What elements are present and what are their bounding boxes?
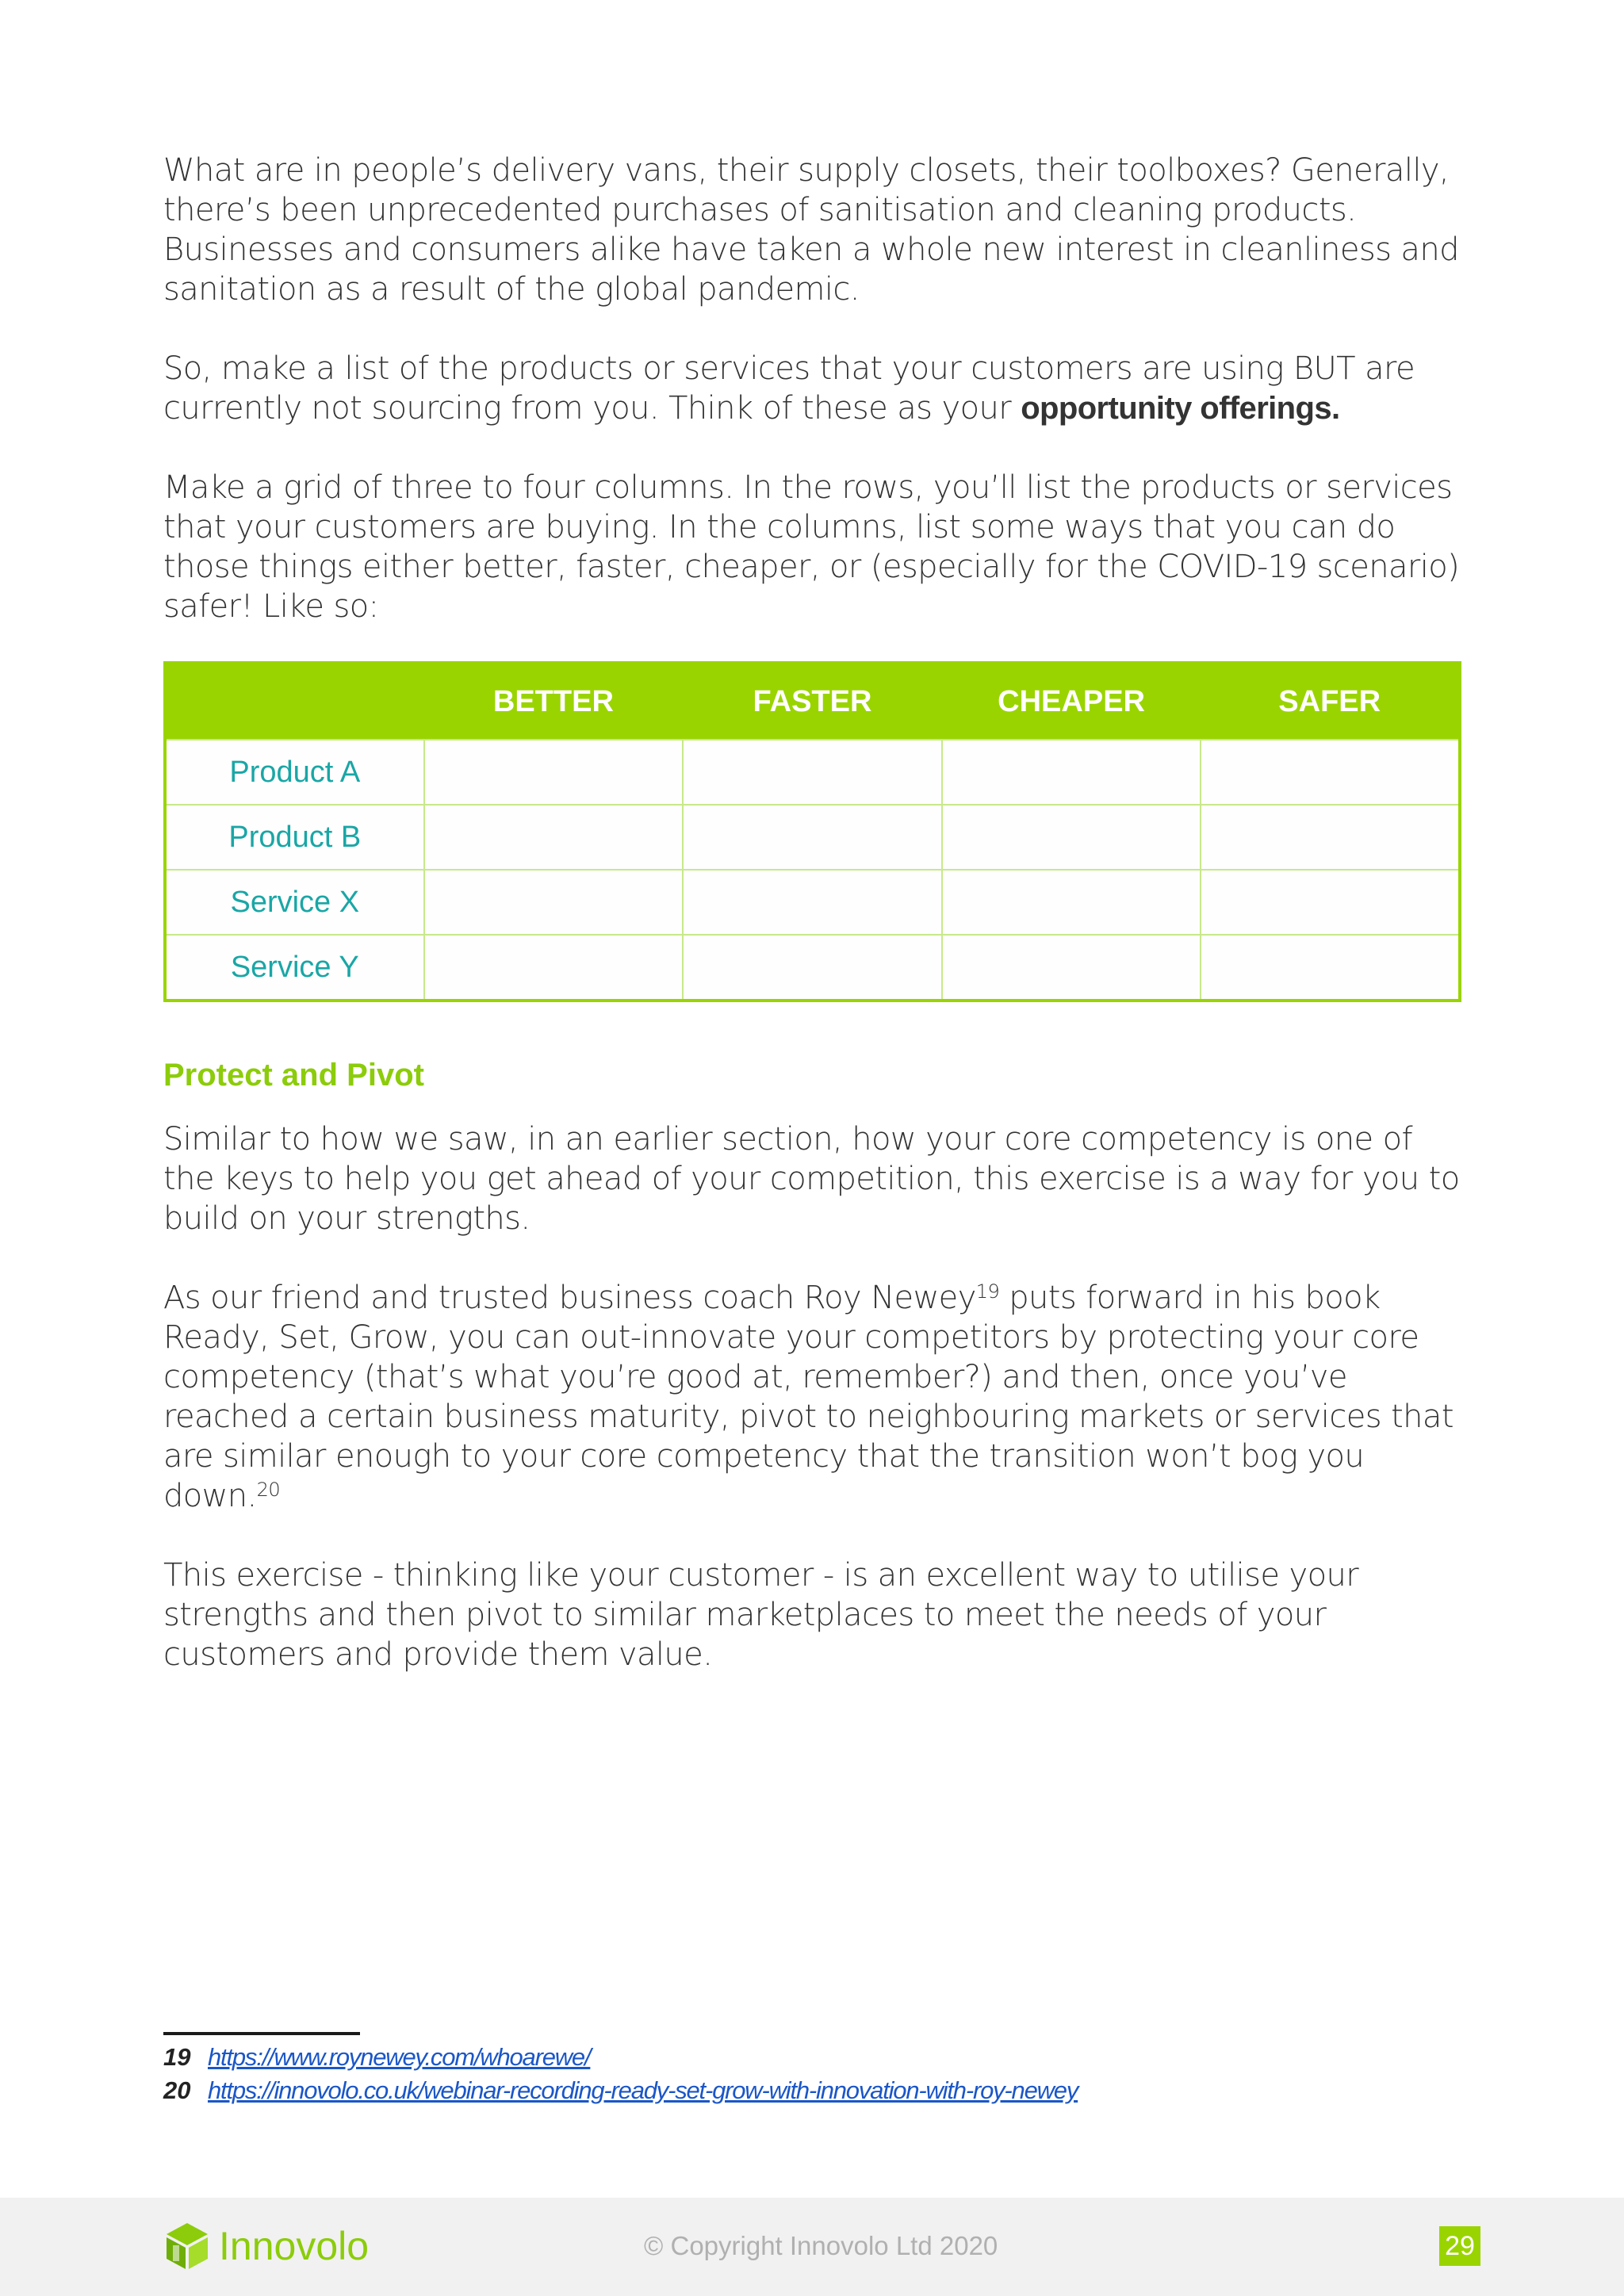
intro-section <box>163 151 1464 666</box>
footnote-item <box>163 2041 1078 2074</box>
footnote-ref-20[interactable]: 20 <box>256 1479 280 1501</box>
section-paragraph-1: Similar to how we saw, in an earlier section, how your core competency is one of the keys to help you get ahead of your competition, this exercise is a way for you to build on your strengths. <box>163 1121 1460 1237</box>
grid-header-cheaper: CHEAPER <box>942 663 1201 740</box>
footnotes <box>163 2041 1078 2107</box>
grid-header-corner <box>165 663 424 740</box>
grid-header-better: BETTER <box>424 663 684 740</box>
grid-header-faster: FASTER <box>683 663 942 740</box>
grid-cell <box>424 870 684 935</box>
intro-paragraph-3: Make a grid of three to four columns. In the rows, you’ll list the products or services that your customers are buying. In the columns, list some ways that you can do those things either better, faster, cheaper, or (especially for the COVID-19 scenario) safer! Like so: <box>163 469 1460 625</box>
footnote-divider <box>163 2032 360 2035</box>
section-paragraph-2 <box>163 1278 1464 1516</box>
section-heading: Protect and Pivot <box>163 1058 424 1093</box>
grid-cell <box>683 870 942 935</box>
grid-header-row <box>165 663 1460 740</box>
grid-cell <box>424 805 684 870</box>
page-number: 29 <box>1439 2226 1480 2266</box>
protect-pivot-section <box>163 1119 1464 1714</box>
grid-cell <box>1201 935 1460 1001</box>
grid-cell <box>1201 740 1460 805</box>
table-row <box>165 740 1460 805</box>
section-paragraph-2-text-b: puts forward in his book Ready, Set, Grow, you can out-innovate your competitors by protecting your core competency (that’s what you’re good at, remember?) and then, once you’ve reached a certain business maturity, pivot to neighbouring markets or services that are similar enough to your core competency that the transition won’t bog you down. <box>163 1280 1454 1514</box>
innovolo-cube-logo-icon <box>163 2221 211 2271</box>
grid-cell <box>424 935 684 1001</box>
section-paragraph-2-text-a: As our friend and trusted business coach Roy Newey <box>163 1280 976 1316</box>
brand-name: Innovolo <box>219 2224 370 2268</box>
grid-cell <box>942 805 1201 870</box>
opportunity-grid-table <box>163 661 1461 1002</box>
opportunity-offerings-emphasis: opportunity offerings. <box>1021 391 1340 426</box>
grid-cell <box>424 740 684 805</box>
intro-paragraph-2 <box>163 349 1464 428</box>
grid-cell <box>942 740 1201 805</box>
brand-logo <box>163 2221 369 2271</box>
intro-paragraph-1: What are in people’s delivery vans, their supply closets, their toolboxes? Generally, there’s been unprecedented purchases of sanitisation and cleaning products. Businesses and consumers alike have taken a whole new interest in cleanliness and sanitation as a result of the global pandemic. <box>163 152 1459 308</box>
grid-row-label: Product B <box>165 805 424 870</box>
grid-cell <box>1201 805 1460 870</box>
table-row <box>165 935 1460 1001</box>
footnote-link[interactable]: https://www.roynewey.com/whoarewe/ <box>208 2043 591 2071</box>
grid-header-safer: SAFER <box>1201 663 1460 740</box>
intro-paragraph-2-text: So, make a list of the products or services that your customers are using BUT are currently not sourcing from you. Think of these as your <box>163 350 1415 427</box>
grid-cell <box>683 740 942 805</box>
grid-row-label: Service X <box>165 870 424 935</box>
table-row <box>165 805 1460 870</box>
grid-row-label: Service Y <box>165 935 424 1001</box>
grid-cell <box>1201 870 1460 935</box>
grid-cell <box>683 935 942 1001</box>
footnote-number: 20 <box>163 2076 191 2104</box>
footnote-ref-19[interactable]: 19 <box>975 1280 1000 1303</box>
footnote-item <box>163 2074 1078 2107</box>
grid-cell <box>942 935 1201 1001</box>
copyright-text: © Copyright Innovolo Ltd 2020 <box>644 2231 998 2260</box>
section-paragraph-3: This exercise - thinking like your customer - is an excellent way to utilise your strengths and then pivot to similar marketplaces to meet the needs of your customers and provide them value. <box>163 1557 1359 1673</box>
grid-cell <box>683 805 942 870</box>
footnote-link[interactable]: https://innovolo.co.uk/webinar-recording-ready-set-grow-with-innovation-with-roy-newey <box>208 2076 1078 2104</box>
table-row <box>165 870 1460 935</box>
page-footer <box>0 2198 1624 2296</box>
footnote-number: 19 <box>163 2043 191 2071</box>
grid-row-label: Product A <box>165 740 424 805</box>
grid-cell <box>942 870 1201 935</box>
